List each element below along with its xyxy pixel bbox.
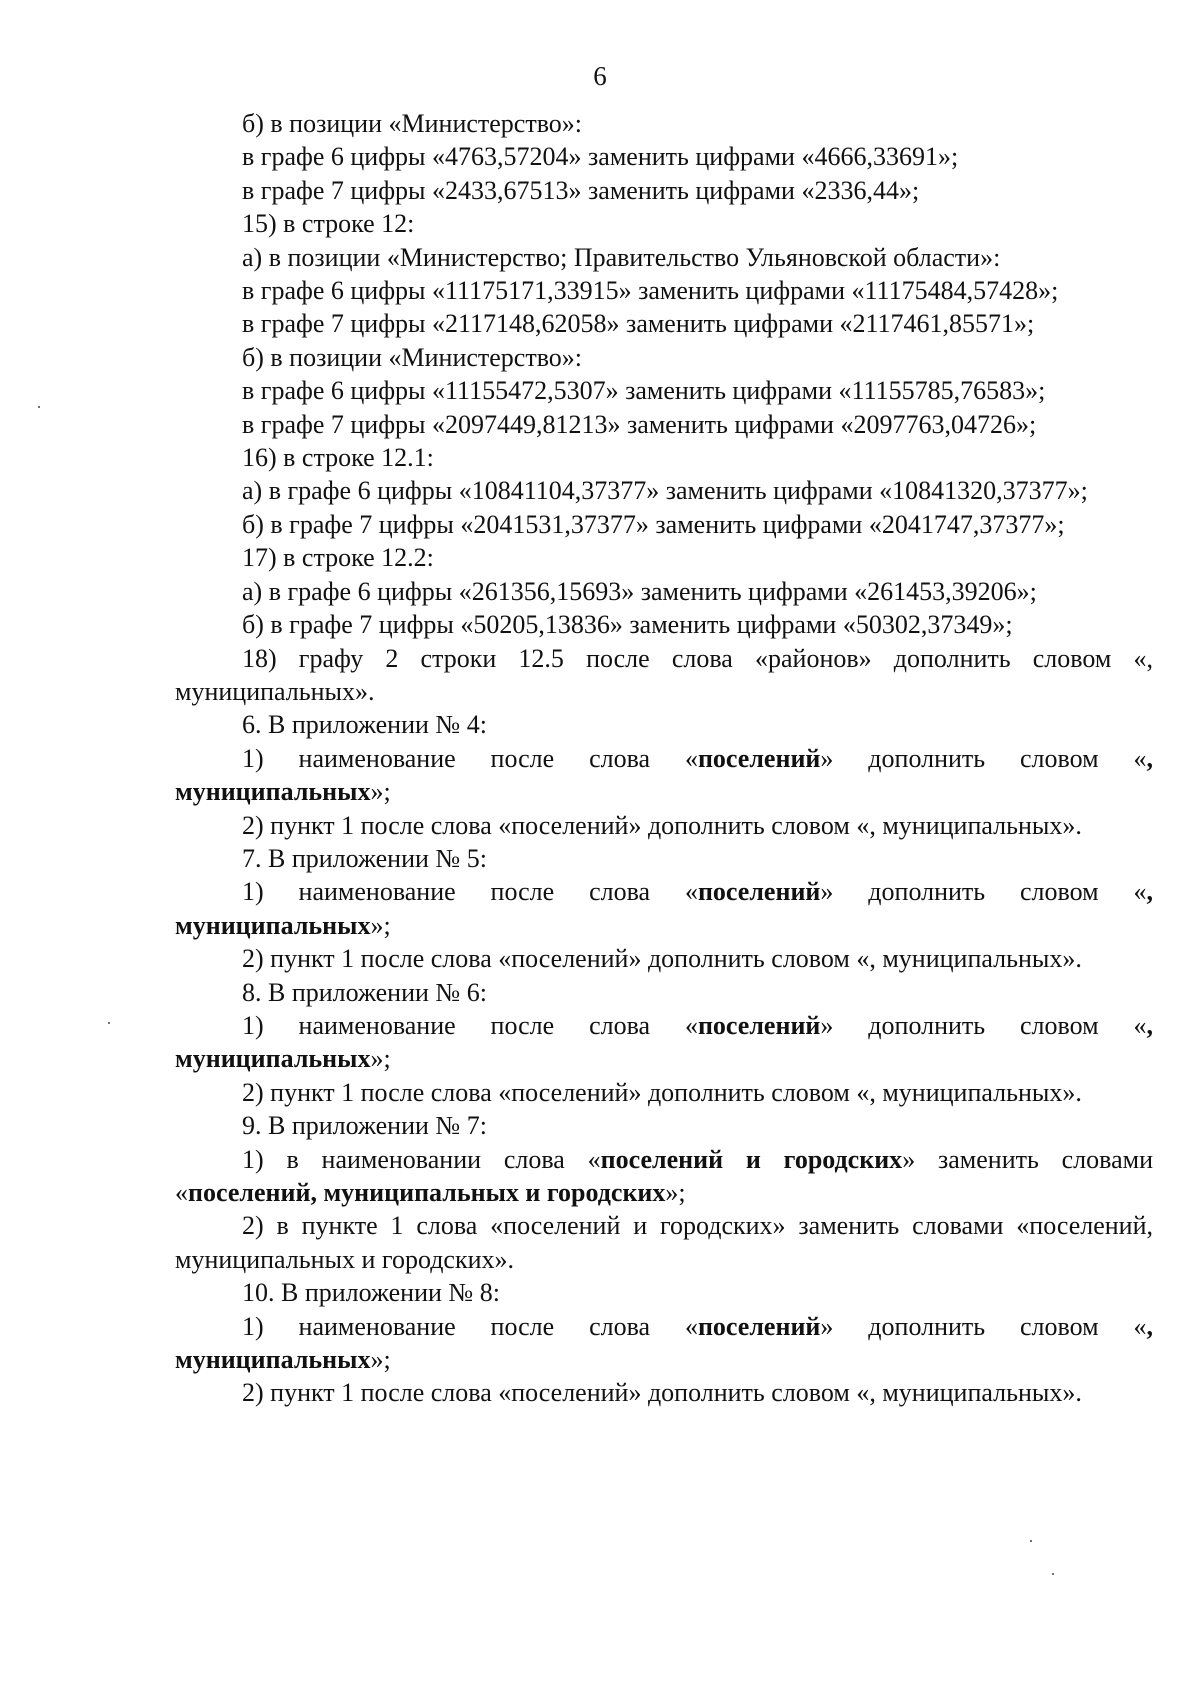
paragraph-p09 — [175, 374, 1153, 407]
text-segment: 18) графу 2 строки 12.5 после слова «районов» дополнить словом «, муниципальных». — [175, 643, 1153, 706]
paragraph-p08 — [175, 341, 1153, 374]
text-segment: б) в позиции «Министерство»: — [242, 109, 583, 138]
paragraph-p10 — [175, 408, 1153, 441]
bold-text: поселений — [697, 1311, 821, 1341]
paragraph-p07 — [175, 307, 1153, 340]
paragraph-p22 — [175, 875, 1153, 942]
text-segment: 2) пункт 1 после слова «поселений» дополнить словом «, муниципальных». — [242, 1378, 1082, 1408]
bold-text: , муниципальных — [175, 743, 1153, 807]
text-segment: 2) пункт 1 после слова «поселений» дополнить словом «, муниципальных». — [242, 1077, 1082, 1107]
paragraph-p27 — [175, 1109, 1153, 1142]
text-segment: 9. В приложении № 7: — [242, 1111, 487, 1141]
paragraph-p14 — [175, 541, 1153, 574]
text-segment: 10. В приложении № 8: — [242, 1278, 500, 1308]
page-number: 6 — [593, 61, 607, 91]
paragraph-p06 — [175, 274, 1153, 307]
text-segment: »; — [665, 1178, 686, 1207]
text-segment: » заменить словами « — [175, 1144, 1153, 1207]
text-segment: 1) наименование после слова « — [242, 743, 698, 773]
text-segment: 15) в строке 12: — [242, 209, 415, 239]
text-segment: в графе 6 цифры «11175171,33915» заменить цифрами «11175484,57428»; — [242, 276, 1059, 306]
text-segment: 2) пункт 1 после слова «поселений» дополнить словом «, муниципальных». — [242, 810, 1082, 840]
bold-text: поселений — [697, 743, 821, 773]
text-segment: в графе 7 цифры «2117148,62058» заменить цифрами «2117461,85571»; — [242, 309, 1035, 339]
text-segment: 16) в строке 12.1: — [242, 443, 434, 473]
paragraph-p28 — [175, 1143, 1153, 1210]
scan-speck — [38, 406, 40, 408]
paragraph-p25 — [175, 1009, 1153, 1076]
text-segment: »; — [370, 777, 391, 807]
bold-text: поселений — [697, 877, 821, 907]
text-segment: а) в позиции «Министерство; Правительство Ульяновской области»: — [242, 242, 1001, 272]
text-segment: 1) в наименовании слова « — [242, 1144, 601, 1174]
text-segment: »; — [370, 1345, 391, 1375]
paragraph-p18 — [175, 708, 1153, 741]
text-segment: б) в позиции «Министерство»: — [242, 342, 583, 372]
bold-text: поселений — [697, 1010, 821, 1040]
text-segment: 6. В приложении № 4: — [242, 710, 487, 740]
paragraph-p23 — [175, 942, 1153, 975]
paragraph-p15 — [175, 575, 1153, 608]
scan-speck — [1052, 1573, 1054, 1575]
text-segment: »; — [370, 1044, 391, 1074]
scan-speck — [1030, 1540, 1032, 1542]
bold-text: поселений и городских — [600, 1144, 903, 1174]
text-segment: а) в графе 6 цифры «261356,15693» заменить цифрами «261453,39206»; — [242, 576, 1037, 606]
paragraph-p31 — [175, 1310, 1153, 1377]
text-segment: б) в графе 7 цифры «50205,13836» заменить цифрами «50302,37349»; — [242, 610, 1013, 640]
text-segment: 2) в пункте 1 слова «поселений и городских» заменить словами «поселений, муниципальных и городских». — [175, 1211, 1153, 1274]
paragraph-p11 — [175, 441, 1153, 474]
bold-text: , муниципальных — [175, 1010, 1153, 1074]
paragraph-p03 — [175, 174, 1153, 207]
text-segment: в графе 7 цифры «2097449,81213» заменить цифрами «2097763,04726»; — [242, 409, 1037, 439]
paragraph-p30 — [175, 1276, 1153, 1309]
paragraph-p26 — [175, 1076, 1153, 1109]
text-segment: 2) пункт 1 после слова «поселений» дополнить словом «, муниципальных». — [242, 944, 1082, 974]
text-segment: 17) в строке 12.2: — [242, 543, 434, 573]
text-segment: » дополнить словом « — [820, 1010, 1147, 1040]
text-segment: б) в графе 7 цифры «2041531,37377» заменить цифрами «2041747,37377»; — [242, 509, 1065, 539]
text-segment: 1) наименование после слова « — [242, 877, 698, 907]
text-segment: в графе 6 цифры «11155472,5307» заменить цифрами «11155785,76583»; — [242, 376, 1046, 406]
text-segment: » дополнить словом « — [820, 877, 1147, 907]
text-segment: 8. В приложении № 6: — [242, 977, 487, 1007]
paragraph-p12 — [175, 474, 1153, 507]
text-segment: » дополнить словом « — [820, 1311, 1147, 1341]
paragraph-p21 — [175, 842, 1153, 875]
scan-speck — [108, 1022, 110, 1024]
paragraph-p16 — [175, 608, 1153, 641]
paragraph-p32 — [175, 1376, 1153, 1409]
text-segment: 1) наименование после слова « — [242, 1311, 698, 1341]
bold-text: поселений, муниципальных и городских — [188, 1178, 666, 1207]
paragraph-p29 — [175, 1209, 1153, 1276]
paragraph-p19 — [175, 742, 1153, 809]
text-segment: в графе 7 цифры «2433,67513» заменить цифрами «2336,44»; — [242, 175, 920, 205]
text-segment: а) в графе 6 цифры «10841104,37377» заменить цифрами «10841320,37377»; — [242, 476, 1088, 506]
text-segment: »; — [370, 910, 391, 940]
text-segment: в графе 6 цифры «4763,57204» заменить цифрами «4666,33691»; — [242, 142, 959, 172]
paragraph-p01 — [175, 107, 1153, 140]
text-segment: 1) наименование после слова « — [242, 1010, 698, 1040]
paragraph-p05 — [175, 241, 1153, 274]
bold-text: , муниципальных — [175, 877, 1153, 940]
paragraph-p04 — [175, 207, 1153, 240]
paragraph-p24 — [175, 976, 1153, 1009]
bold-text: , муниципальных — [175, 1311, 1153, 1375]
paragraph-p13 — [175, 508, 1153, 541]
paragraph-p02 — [175, 140, 1153, 173]
paragraph-p17 — [175, 642, 1153, 709]
paragraph-p20 — [175, 809, 1153, 842]
text-segment: » дополнить словом « — [820, 743, 1147, 773]
text-segment: 7. В приложении № 5: — [242, 843, 487, 873]
document-body — [175, 107, 1153, 1410]
